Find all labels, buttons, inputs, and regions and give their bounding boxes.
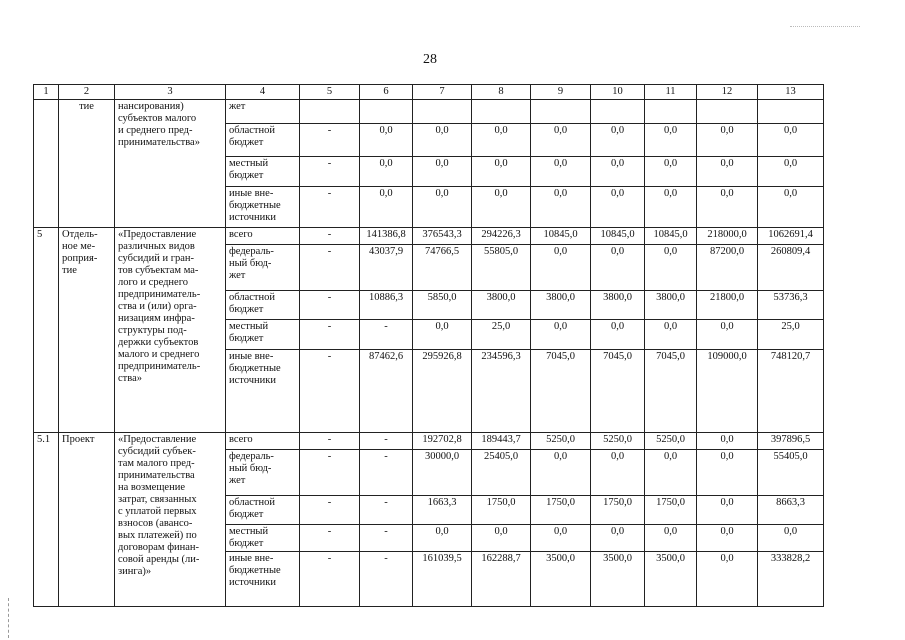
page-number: 28 <box>423 52 437 67</box>
header-cell-7: 7 <box>413 85 472 100</box>
item-name: нансирования) субъектов малого и среднего пред- принимательства» <box>115 100 226 228</box>
value-cell-col8: 1750,0 <box>472 496 531 525</box>
table-row <box>34 228 824 245</box>
value-cell-col5: - <box>300 433 360 450</box>
header-cell-2: 2 <box>59 85 115 100</box>
value-cell-col10 <box>591 100 645 124</box>
header-cell-10: 10 <box>591 85 645 100</box>
value-cell-col5: - <box>300 228 360 245</box>
value-cell-col6: 141386,8 <box>360 228 413 245</box>
value-cell-col11: 10845,0 <box>645 228 697 245</box>
value-cell-col10: 0,0 <box>591 187 645 228</box>
value-cell-col10: 0,0 <box>591 450 645 496</box>
item-name: «Предоставление субсидий субъек- там малого пред- принимательства на возмещение затрат, связанных с уплатой первых взносов (авансо- вых платежей) по договорам финан- совой аренды (ли- зинга)» <box>115 433 226 607</box>
funding-source: федераль- ный бюд- жет <box>226 245 300 291</box>
value-cell-col7: 0,0 <box>413 320 472 350</box>
value-cell-col7: 295926,8 <box>413 350 472 433</box>
value-cell-col11: 0,0 <box>645 320 697 350</box>
value-cell-col12: 0,0 <box>697 552 758 607</box>
header-cell-9: 9 <box>531 85 591 100</box>
value-cell-col5: - <box>300 525 360 552</box>
value-cell-col13: 260809,4 <box>758 245 824 291</box>
value-cell-col11: 5250,0 <box>645 433 697 450</box>
value-cell-col6: - <box>360 552 413 607</box>
value-cell-col9: 10845,0 <box>531 228 591 245</box>
item-name: «Предоставление различных видов субсидий и гран- тов субъектам ма- лого и среднего предприниматель- ства и (или) орга- низациям инфра- структуры под- держки субъектов малого и среднего предприниматель- ства» <box>115 228 226 433</box>
value-cell-col7: 192702,8 <box>413 433 472 450</box>
header-cell-13: 13 <box>758 85 824 100</box>
table-row <box>34 433 824 450</box>
value-cell-col13: 8663,3 <box>758 496 824 525</box>
value-cell-col11: 0,0 <box>645 124 697 157</box>
table-row <box>34 100 824 124</box>
header-cell-4: 4 <box>226 85 300 100</box>
value-cell-col7: 1663,3 <box>413 496 472 525</box>
item-number <box>34 100 59 228</box>
funding-source: всего <box>226 228 300 245</box>
value-cell-col10: 0,0 <box>591 320 645 350</box>
value-cell-col11: 1750,0 <box>645 496 697 525</box>
item-number: 5 <box>34 228 59 433</box>
value-cell-col10: 0,0 <box>591 124 645 157</box>
value-cell-col9: 0,0 <box>531 157 591 187</box>
value-cell-col12: 0,0 <box>697 525 758 552</box>
value-cell-col11: 0,0 <box>645 525 697 552</box>
value-cell-col8: 162288,7 <box>472 552 531 607</box>
value-cell-col6: 0,0 <box>360 157 413 187</box>
value-cell-col5: - <box>300 320 360 350</box>
value-cell-col12: 0,0 <box>697 450 758 496</box>
value-cell-col12: 87200,0 <box>697 245 758 291</box>
funding-source: местный бюджет <box>226 157 300 187</box>
value-cell-col7: 5850,0 <box>413 291 472 320</box>
header-cell-6: 6 <box>360 85 413 100</box>
value-cell-col12 <box>697 100 758 124</box>
funding-source: местный бюджет <box>226 320 300 350</box>
value-cell-col10: 1750,0 <box>591 496 645 525</box>
value-cell-col7 <box>413 100 472 124</box>
value-cell-col9: 0,0 <box>531 320 591 350</box>
header-cell-11: 11 <box>645 85 697 100</box>
value-cell-col12: 0,0 <box>697 496 758 525</box>
value-cell-col13: 53736,3 <box>758 291 824 320</box>
scan-artifact <box>790 26 860 27</box>
funding-source: областной бюджет <box>226 496 300 525</box>
funding-source: областной бюджет <box>226 291 300 320</box>
value-cell-col12: 0,0 <box>697 320 758 350</box>
value-cell-col10: 5250,0 <box>591 433 645 450</box>
funding-source: иные вне- бюджетные источники <box>226 552 300 607</box>
value-cell-col8: 0,0 <box>472 157 531 187</box>
value-cell-col11: 0,0 <box>645 157 697 187</box>
value-cell-col12: 0,0 <box>697 433 758 450</box>
value-cell-col5: - <box>300 291 360 320</box>
value-cell-col9: 0,0 <box>531 450 591 496</box>
funding-source: местный бюджет <box>226 525 300 552</box>
value-cell-col11: 0,0 <box>645 245 697 291</box>
value-cell-col10: 3500,0 <box>591 552 645 607</box>
value-cell-col9: 1750,0 <box>531 496 591 525</box>
value-cell-col8: 0,0 <box>472 187 531 228</box>
value-cell-col8: 234596,3 <box>472 350 531 433</box>
value-cell-col9: 0,0 <box>531 525 591 552</box>
value-cell-col6: - <box>360 450 413 496</box>
financing-table <box>33 84 824 607</box>
value-cell-col8: 189443,7 <box>472 433 531 450</box>
value-cell-col8: 3800,0 <box>472 291 531 320</box>
value-cell-col10: 7045,0 <box>591 350 645 433</box>
value-cell-col13: 748120,7 <box>758 350 824 433</box>
value-cell-col11: 0,0 <box>645 450 697 496</box>
value-cell-col6 <box>360 100 413 124</box>
value-cell-col6: - <box>360 525 413 552</box>
scan-edge-artifact <box>8 598 9 638</box>
value-cell-col9: 7045,0 <box>531 350 591 433</box>
value-cell-col8: 0,0 <box>472 124 531 157</box>
value-cell-col12: 0,0 <box>697 124 758 157</box>
item-number: 5.1 <box>34 433 59 607</box>
funding-source: иные вне- бюджетные источники <box>226 187 300 228</box>
value-cell-col12: 0,0 <box>697 157 758 187</box>
value-cell-col6: 87462,6 <box>360 350 413 433</box>
header-cell-1: 1 <box>34 85 59 100</box>
value-cell-col10: 10845,0 <box>591 228 645 245</box>
value-cell-col5: - <box>300 450 360 496</box>
value-cell-col13: 1062691,4 <box>758 228 824 245</box>
header-cell-12: 12 <box>697 85 758 100</box>
value-cell-col10: 3800,0 <box>591 291 645 320</box>
header-cell-8: 8 <box>472 85 531 100</box>
value-cell-col5: - <box>300 124 360 157</box>
header-cell-5: 5 <box>300 85 360 100</box>
value-cell-col13: 0,0 <box>758 124 824 157</box>
value-cell-col7: 0,0 <box>413 187 472 228</box>
value-cell-col7: 376543,3 <box>413 228 472 245</box>
value-cell-col11: 7045,0 <box>645 350 697 433</box>
value-cell-col5: - <box>300 187 360 228</box>
item-type: Проект <box>59 433 115 607</box>
value-cell-col11: 3500,0 <box>645 552 697 607</box>
value-cell-col7: 161039,5 <box>413 552 472 607</box>
value-cell-col10: 0,0 <box>591 525 645 552</box>
value-cell-col7: 0,0 <box>413 124 472 157</box>
value-cell-col8: 294226,3 <box>472 228 531 245</box>
value-cell-col10: 0,0 <box>591 245 645 291</box>
value-cell-col9: 5250,0 <box>531 433 591 450</box>
value-cell-col9: 0,0 <box>531 245 591 291</box>
value-cell-col13 <box>758 100 824 124</box>
value-cell-col13: 0,0 <box>758 525 824 552</box>
value-cell-col5: - <box>300 350 360 433</box>
funding-source: жет <box>226 100 300 124</box>
value-cell-col5: - <box>300 245 360 291</box>
value-cell-col13: 25,0 <box>758 320 824 350</box>
value-cell-col11: 3800,0 <box>645 291 697 320</box>
value-cell-col9: 0,0 <box>531 124 591 157</box>
value-cell-col6: - <box>360 496 413 525</box>
value-cell-col13: 0,0 <box>758 187 824 228</box>
value-cell-col6: 0,0 <box>360 124 413 157</box>
value-cell-col6: 0,0 <box>360 187 413 228</box>
value-cell-col13: 397896,5 <box>758 433 824 450</box>
value-cell-col8: 0,0 <box>472 525 531 552</box>
value-cell-col12: 109000,0 <box>697 350 758 433</box>
value-cell-col9: 0,0 <box>531 187 591 228</box>
value-cell-col9: 3500,0 <box>531 552 591 607</box>
value-cell-col9: 3800,0 <box>531 291 591 320</box>
value-cell-col6: - <box>360 320 413 350</box>
value-cell-col5: - <box>300 552 360 607</box>
value-cell-col12: 21800,0 <box>697 291 758 320</box>
value-cell-col6: - <box>360 433 413 450</box>
funding-source: федераль- ный бюд- жет <box>226 450 300 496</box>
value-cell-col7: 74766,5 <box>413 245 472 291</box>
value-cell-col7: 30000,0 <box>413 450 472 496</box>
value-cell-col9 <box>531 100 591 124</box>
value-cell-col13: 55405,0 <box>758 450 824 496</box>
funding-source: всего <box>226 433 300 450</box>
value-cell-col7: 0,0 <box>413 157 472 187</box>
value-cell-col8: 55805,0 <box>472 245 531 291</box>
value-cell-col11 <box>645 100 697 124</box>
value-cell-col11: 0,0 <box>645 187 697 228</box>
value-cell-col8: 25,0 <box>472 320 531 350</box>
value-cell-col8: 25405,0 <box>472 450 531 496</box>
item-type: Отдель- ное ме- роприя- тие <box>59 228 115 433</box>
value-cell-col13: 333828,2 <box>758 552 824 607</box>
value-cell-col5: - <box>300 496 360 525</box>
value-cell-col6: 43037,9 <box>360 245 413 291</box>
funding-source: областной бюджет <box>226 124 300 157</box>
value-cell-col13: 0,0 <box>758 157 824 187</box>
value-cell-col12: 218000,0 <box>697 228 758 245</box>
funding-source: иные вне- бюджетные источники <box>226 350 300 433</box>
value-cell-col12: 0,0 <box>697 187 758 228</box>
header-cell-3: 3 <box>115 85 226 100</box>
header-row <box>34 85 824 100</box>
item-type: тие <box>59 100 115 228</box>
value-cell-col7: 0,0 <box>413 525 472 552</box>
value-cell-col5: - <box>300 157 360 187</box>
value-cell-col6: 10886,3 <box>360 291 413 320</box>
value-cell-col5 <box>300 100 360 124</box>
value-cell-col10: 0,0 <box>591 157 645 187</box>
value-cell-col8 <box>472 100 531 124</box>
